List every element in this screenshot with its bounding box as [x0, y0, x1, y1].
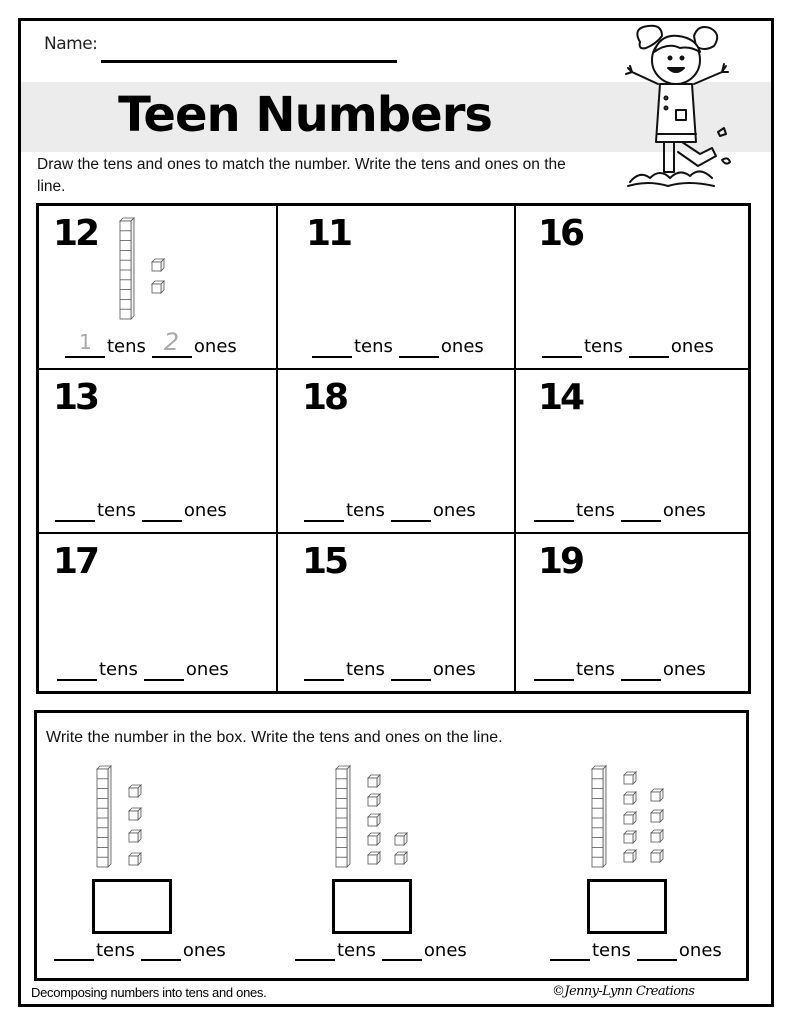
- cell-number: 11: [306, 213, 351, 254]
- answer-row: [534, 659, 706, 681]
- ones-label: ones: [440, 336, 484, 357]
- ones-label: ones: [662, 659, 706, 680]
- grid-cell-14[interactable]: [516, 370, 748, 534]
- ones-blank[interactable]: [382, 941, 422, 961]
- cell-number: 17: [53, 541, 98, 582]
- tens-label: tens: [337, 940, 376, 961]
- answer-row: [542, 336, 714, 358]
- answer-row: [550, 940, 722, 961]
- tens-label: tens: [354, 336, 393, 357]
- tens-label: tens: [107, 336, 146, 357]
- tens-label: tens: [346, 500, 385, 521]
- tens-blank[interactable]: [57, 661, 97, 681]
- ones-label: ones: [678, 940, 722, 961]
- cell-number: 14: [538, 377, 583, 418]
- answer-row: [304, 659, 476, 681]
- tens-blank[interactable]: [295, 941, 335, 961]
- ones-label: ones: [185, 659, 229, 680]
- grid-cell-17[interactable]: [39, 534, 278, 691]
- grid-cell-11[interactable]: [278, 206, 516, 370]
- answer-row: [312, 336, 484, 358]
- tens-blank[interactable]: [304, 661, 344, 681]
- tens-blank[interactable]: [534, 661, 574, 681]
- footer-copyright: ©Jenny-Lynn Creations: [552, 984, 695, 999]
- tens-label: tens: [584, 336, 623, 357]
- grid-cell-15[interactable]: [278, 534, 516, 691]
- base-ten-blocks-problem-2: [335, 765, 415, 869]
- cell-number: 19: [538, 541, 583, 582]
- answer-row: [55, 500, 227, 522]
- answer-row: [65, 328, 237, 358]
- cell-number: 18: [302, 377, 347, 418]
- ones-blank[interactable]: [621, 502, 661, 522]
- answer-row: [54, 940, 226, 961]
- tens-label: tens: [346, 659, 385, 680]
- ones-blank[interactable]: [637, 941, 677, 961]
- one-cube-icon: [151, 258, 165, 272]
- answer-row: [295, 940, 467, 961]
- ones-label: ones: [662, 500, 706, 521]
- grid-cell-13[interactable]: [39, 370, 278, 534]
- base-ten-blocks-problem-3: [591, 765, 671, 869]
- grid-cell-16[interactable]: [516, 206, 748, 370]
- number-answer-box[interactable]: [587, 879, 667, 934]
- tens-label: tens: [576, 659, 615, 680]
- ones-blank[interactable]: [621, 661, 661, 681]
- answer-row: [534, 500, 706, 522]
- grid-cell-12[interactable]: [39, 206, 278, 370]
- traced-ones-digit: 2: [163, 328, 180, 356]
- answer-row: [304, 500, 476, 522]
- ones-blank[interactable]: [144, 661, 184, 681]
- ones-label: ones: [423, 940, 467, 961]
- girl-jumping-in-leaves-icon: [618, 22, 738, 194]
- cell-number: 12: [53, 213, 98, 254]
- tens-blank[interactable]: [550, 941, 590, 961]
- ones-blank[interactable]: [399, 338, 439, 358]
- base-ten-blocks-problem-1: [96, 765, 156, 869]
- ones-label: ones: [432, 500, 476, 521]
- tens-label: tens: [99, 659, 138, 680]
- ones-label: ones: [432, 659, 476, 680]
- ones-blank[interactable]: [142, 502, 182, 522]
- tens-label: tens: [96, 940, 135, 961]
- tens-blank[interactable]: [65, 330, 105, 358]
- grid-cell-18[interactable]: [278, 370, 516, 534]
- number-answer-box[interactable]: [332, 879, 412, 934]
- ones-blank[interactable]: [391, 502, 431, 522]
- page-title: Teen Numbers: [118, 87, 492, 143]
- ones-blank[interactable]: [629, 338, 669, 358]
- tens-blank[interactable]: [55, 502, 95, 522]
- tens-label: tens: [97, 500, 136, 521]
- tens-blank[interactable]: [312, 338, 352, 358]
- tens-blank[interactable]: [54, 941, 94, 961]
- grid-cell-19[interactable]: [516, 534, 748, 691]
- tens-label: tens: [592, 940, 631, 961]
- instructions-top: Draw the tens and ones to match the number. Write the tens and ones on the line.: [37, 156, 566, 195]
- name-input-line[interactable]: [101, 60, 397, 63]
- footer-description: Decomposing numbers into tens and ones.: [31, 985, 267, 1000]
- number-answer-box[interactable]: [92, 879, 172, 934]
- tens-blank[interactable]: [542, 338, 582, 358]
- ones-blank[interactable]: [152, 328, 192, 358]
- cell-number: 15: [302, 541, 347, 582]
- instructions-lower: Write the number in the box. Write the tens and ones on the line.: [46, 729, 503, 746]
- cell-number: 13: [53, 377, 98, 418]
- ten-rod-icon: [119, 217, 135, 320]
- ones-blank[interactable]: [391, 661, 431, 681]
- ones-blank[interactable]: [141, 941, 181, 961]
- answer-row: [57, 659, 229, 681]
- ones-label: ones: [193, 336, 237, 357]
- practice-grid: [36, 203, 751, 694]
- ones-label: ones: [183, 500, 227, 521]
- tens-blank[interactable]: [534, 502, 574, 522]
- cell-number: 16: [538, 213, 583, 254]
- tens-blank[interactable]: [304, 502, 344, 522]
- traced-tens-digit: 1: [79, 330, 92, 354]
- name-label: Name:: [44, 34, 98, 54]
- ones-label: ones: [182, 940, 226, 961]
- tens-label: tens: [576, 500, 615, 521]
- ones-label: ones: [670, 336, 714, 357]
- one-cube-icon: [151, 280, 165, 294]
